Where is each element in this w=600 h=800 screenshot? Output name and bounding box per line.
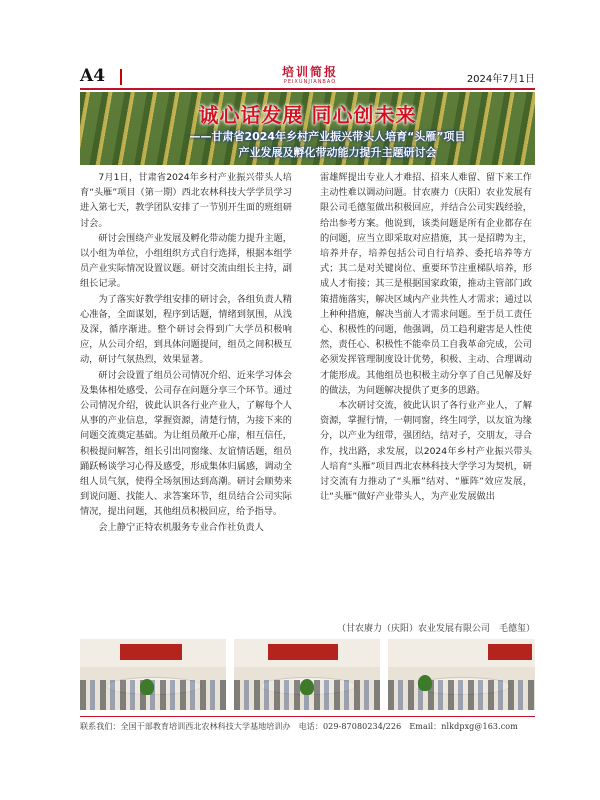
masthead-pinyin: PEIXUNJIANBAO — [283, 79, 337, 85]
article-title: 诚心话发展 同心创未来 — [198, 103, 417, 127]
table-plant — [418, 675, 432, 691]
banner-image — [80, 92, 535, 165]
paragraph-continued: 雷雄辉提出专业人才难招、招来人难留、留下来工作主动性难以调动问题。甘农赓力（庆阳）农业发展有限公司毛德玺做出积极回应，并结合公司实践经验，给出参考方案。他说到，该类问题是所有企业都存在的问题，应当立即采取对应措施，其一是招聘为主，培养并存，培养包括公司自行培养、委托培养等方式；其二是对关键岗位、重要环节注重梯队培养，形成人才衔接；其三是根据国家政策，推动主管部门政策措施落实，解决区域内产业共性人才需求；通过以上种种措施，解决当前人才需求问题。至于员工责任心、积极性的问题，他强调，员工趋利避害是人性使然，责任心、积极性不能牵员工自我革命完成，公司必须发挥管理制度设计优势，积极、主动、合理调动才能形成。其他组员也积极主动分享了自己见解及好的做法，为问题解决提供了更多的思路。 — [320, 172, 532, 396]
article-subtitle-line2: 产业发展及孵化带动能力提升主题研讨会 — [238, 146, 437, 159]
masthead-title: 培训简报 — [281, 65, 338, 79]
meeting-photo-2 — [234, 639, 380, 710]
red-banner-screen — [268, 644, 338, 660]
paragraph: 研讨会设置了组员公司情况介绍、近来学习体会及集体相处感受、公司存在问题分享三个环节。通过公司情况介绍，彼此认识各行业产业人，了解每个人从事的产业信息，掌握资源，清楚行情，为接下来的问题交流奠定基础。为让组员敞开心扉，相互信任，积极提问解答，组长引出同窗缘、友谊情话题，组员踊跃畅谈学习心得及感受，形成集体归属感，调动全组人员气氛，使得全场氛围达到高潮。研讨会顺势来到说问题、找能人、求答案环节，组员结合公司实际情况，提出问题，其他组员积极回应，给予指导。 — [80, 369, 292, 518]
page-number: A4 — [80, 66, 106, 86]
table-plant — [300, 679, 314, 695]
red-banner-screen — [488, 644, 532, 660]
masthead — [270, 66, 350, 86]
meeting-photo-1 — [80, 639, 226, 710]
issue-date: 2024年7月1日 — [466, 74, 535, 85]
red-banner-screen — [120, 644, 182, 660]
meeting-photo-3 — [388, 639, 535, 710]
article-column-right — [320, 170, 532, 504]
table-plant — [140, 679, 154, 695]
page-header — [80, 66, 535, 88]
photo-strip — [80, 639, 535, 710]
footer-rule — [80, 716, 535, 717]
paragraph: 会上静宁正特农机服务专业合作社负责人 — [98, 521, 264, 533]
paragraph: 研讨会围绕产业发展及孵化带动能力提升主题，以小组为单位，小组组织方式自行选择，根据本组学员产业实际情况设置议题。研讨交流由组长主持，副组长记录。 — [80, 232, 292, 290]
attendees — [388, 680, 535, 710]
paragraph: 为了落实好教学组安排的研讨会，各组负责人精心准备，全面谋划，程序到话题，情绪到氛围，从浅及深，循序渐进。整个研讨会得到广大学员积极响应，从公司介绍，到具体问题提问，组员之间积极互动，研讨气氛热烈，效果显著。 — [80, 293, 292, 366]
article-subtitle-line1: ——甘肃省2024年乡村产业振兴带头人培育“头雁”项目 — [189, 130, 466, 143]
article-column-left — [80, 170, 292, 535]
page-number-divider — [120, 69, 122, 85]
article-author: （甘农赓力（庆阳）农业发展有限公司 毛德玺） — [336, 624, 535, 634]
footer-contact: 联系我们：全国干部教育培训西北农林科技大学基地培训办 电话：029-87080234/226 Email：nlkdpxg@163.com — [80, 722, 518, 731]
header-rule — [80, 88, 535, 90]
paragraph: 7月1日，甘肃省2024年乡村产业振兴带头人培育“头雁”项目（第一期）西北农林科技大学学员学习进入第七天，教学团队安排了一节别开生面的班组研讨会。 — [80, 172, 292, 229]
paragraph: 本次研讨交流，彼此认识了各行业产业人，了解资源，掌握行情，一朝同窗，终生同学，以友谊为缘分，以产业为纽带，强团结，结对子，交朋友，寻合作，找出路，求发展，以2024年乡村产业振兴带头人培育“头雁”项目西北农林科技大学学习为契机，研讨交流有力推动了“头雁”结对、“雁阵”效应发展，让“头雁”做好产业带头人，为产业发展做出 — [320, 400, 532, 503]
